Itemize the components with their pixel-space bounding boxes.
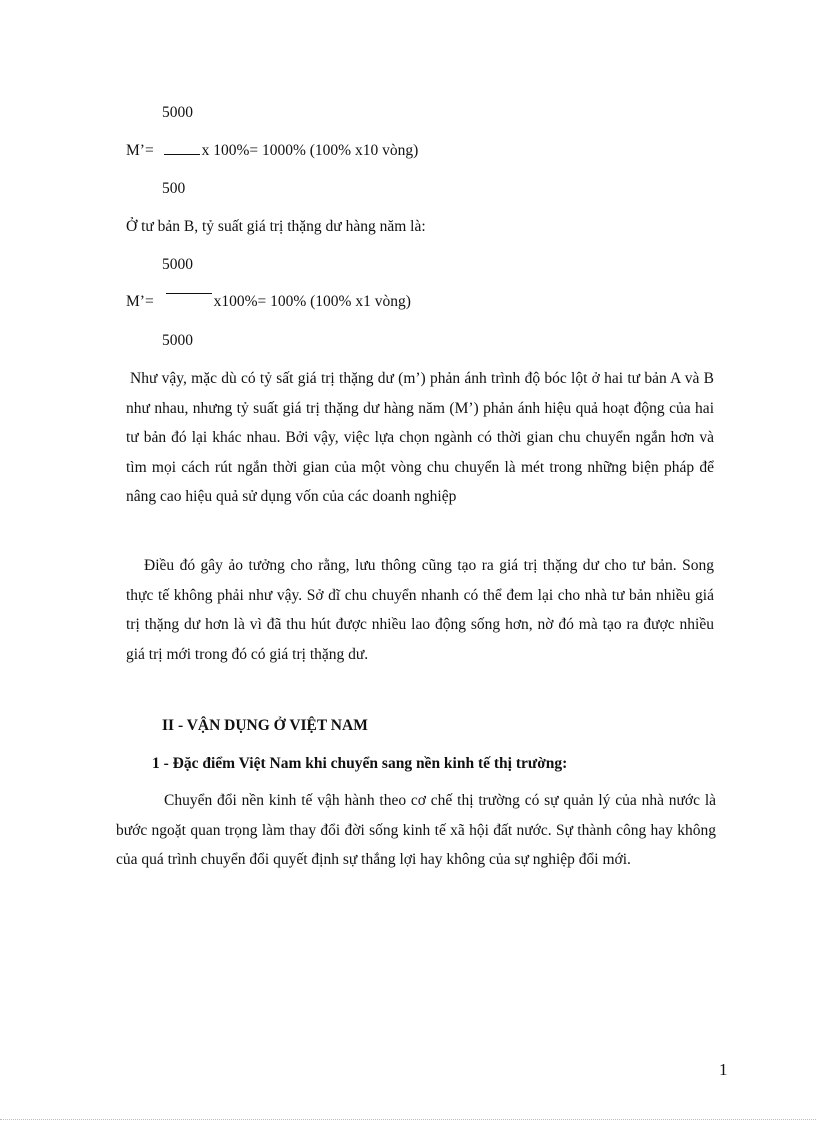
formula1-numerator: 5000 [162,104,193,121]
formula2-lhs: M’= [126,293,154,310]
formula1-lhs: M’= [126,142,154,159]
subsection-heading: 1 - Đặc điểm Việt Nam khi chuyển sang nền kinh tế thị trường: [152,755,568,772]
paragraph-2: Điều đó gây ảo tưởng cho rằng, lưu thông cũng tạo ra giá trị thặng dư cho tư bản. Song thực tế không phải như vậy. Sở dĩ chu chuyển nhanh có thể đem lại cho nhà tư bản nhiều giá trị thặng dư hơn là vì đã thu hút được nhiều lao động sống hơn, nờ đó mà tạo ra được nhiều giá trị mới trong đó có giá trị thặng dư. [126,557,714,663]
formula1-equation [126,141,418,161]
paragraph-3: Chuyển đổi nền kinh tế vậh hành theo cơ chế thị trường có sự quản lý của nhà nước là bước ngoặt quan trọng làm thay đổi đời sống kinh tế xã hội đất nước. Sự thành công hay không của quá trình chuyển đổi quyết định sự thắng lợi hay không của sự nghiệp đổi mới. [116,792,716,868]
formula2-denominator: 5000 [162,332,193,349]
paragraph-1: Như vậy, mặc dù có tỷ sất giá trị thặng dư (m’) phản ánh trình độ bóc lột ở hai tư bản A và B như nhau, nhưng tỷ suất giá trị thặng dư hàng năm (M’) phản ánh hiệu quả hoạt động của hai tư bản đó lại khác nhau. Bởi vậy, việc lựa chọn ngành có thời gian chu chuyển ngắn hơn và tìm mọi cách rút ngắn thời gian của một vòng chu chuyển là mét trong những biện pháp để nâng cao hiệu quả sử dụng vốn của các doanh nghiệp [126,370,714,505]
formula2-fraction-bar [166,292,212,294]
page-number: 1 [719,1060,728,1079]
intro-b-text: Ở tư bản B, tỷ suất giá trị thặng dư hàng năm là: [126,218,426,235]
formula1-fraction-bar [164,153,200,155]
page-bottom-divider [0,1119,816,1120]
formula2-equation [126,292,411,312]
section-heading: II - VẬN DỤNG Ở VIỆT NAM [162,717,368,734]
formula1-rhs: x 100%= 1000% (100% x10 vòng) [201,142,419,159]
formula2-rhs: x100%= 100% (100% x1 vòng) [213,293,411,310]
formula2-numerator: 5000 [162,256,193,273]
formula1-denominator: 500 [162,180,186,197]
